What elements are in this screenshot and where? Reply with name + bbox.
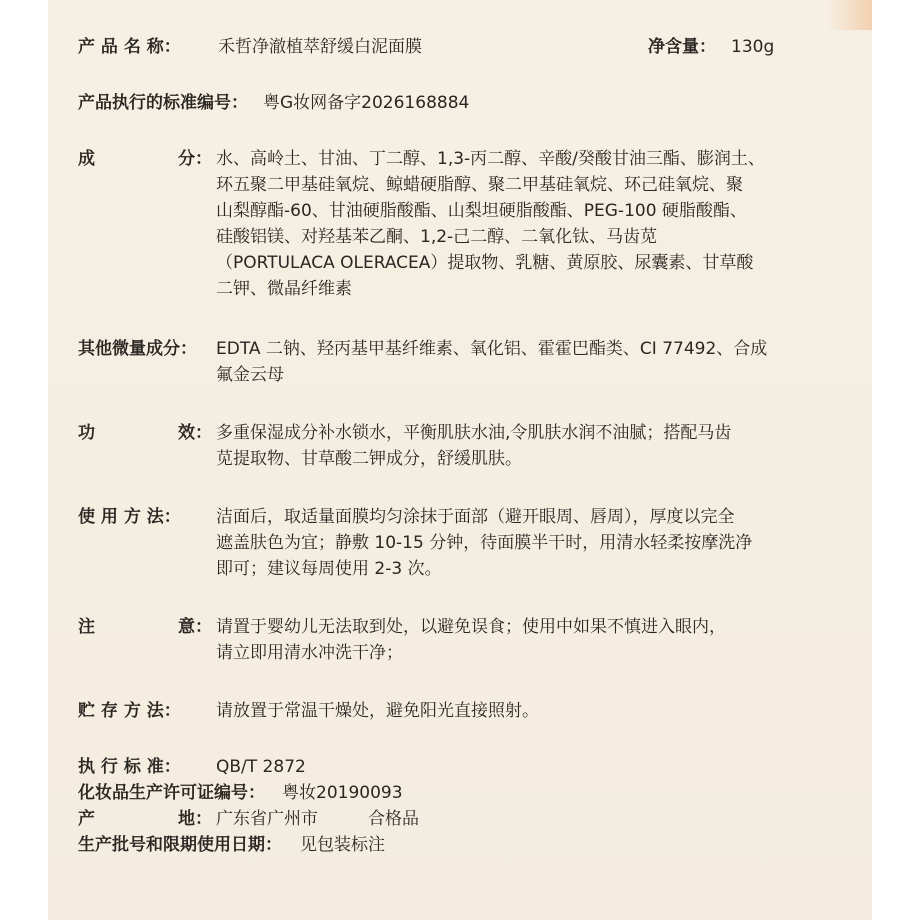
license-row	[78, 780, 854, 806]
ingredients-line: 山梨醇酯-60、甘油硬脂酸酯、山梨坦硬脂酸酯、PEG-100 硬脂酸酯、	[216, 201, 747, 221]
batch-row	[78, 832, 854, 858]
product-name-row	[78, 34, 854, 60]
efficacy-line: 苋提取物、甘草酸二钾成分，舒缓肌肤。	[216, 449, 522, 469]
ingredients-line: 二钾、微晶纤维素	[216, 279, 352, 299]
caution-block	[78, 614, 854, 668]
ingredients-line: 环五聚二甲基硅氧烷、鲸蜡硬脂醇、聚二甲基硅氧烷、环己硅氧烷、聚	[216, 175, 743, 195]
other-ingredients-label: 其他微量成分：	[78, 339, 197, 359]
exec-standard-value: QB/T 2872	[216, 757, 306, 777]
usage-text	[216, 504, 752, 582]
storage-label: 贮 存 方 法：	[78, 701, 181, 721]
caution-label-left: 注	[78, 617, 95, 637]
origin-value: 广东省广州市	[216, 809, 318, 829]
storage-row	[78, 698, 854, 724]
net-content-label: 净含量：	[648, 37, 716, 57]
qualified-mark: 合格品	[368, 809, 419, 829]
efficacy-label-left: 功	[78, 423, 95, 443]
caution-text	[216, 614, 726, 666]
origin-row	[78, 806, 854, 832]
usage-line: 洁面后，取适量面膜均匀涂抹于面部（避开眼周、唇周），厚度以完全	[216, 507, 735, 527]
exec-standard-row	[78, 754, 854, 780]
ingredients-line: 硅酸铝镁、对羟基苯乙酮、1,2-己二醇、二氧化钛、马齿苋	[216, 227, 658, 247]
ingredients-line: （PORTULACA OLERACEA）提取物、乳糖、黄原胶、尿囊素、甘草酸	[216, 253, 754, 273]
caution-line: 请立即用清水冲洗干净；	[216, 643, 403, 663]
batch-label: 生产批号和限期使用日期：	[78, 835, 282, 855]
other-ingredients-line: 氟金云母	[216, 365, 284, 385]
other-ingredients-line: EDTA 二钠、羟丙基甲基纤维素、氧化铝、霍霍巴酯类、CI 77492、合成	[216, 339, 768, 359]
ingredients-line: 水、高岭土、甘油、丁二醇、1,3-丙二醇、辛酸/癸酸甘油三酯、膨润土、	[216, 149, 765, 169]
corner-highlight	[826, 0, 872, 30]
other-ingredients-block	[78, 336, 854, 390]
origin-label-left: 产	[78, 809, 95, 829]
standard-no-row	[78, 90, 854, 116]
license-label: 化妆品生产许可证编号：	[78, 783, 265, 803]
usage-line: 即可；建议每周使用 2-3 次。	[216, 559, 442, 579]
storage-value: 请放置于常温干燥处，避免阳光直接照射。	[216, 701, 539, 721]
license-value: 粤妆20190093	[282, 783, 403, 803]
caution-label-right: 意：	[178, 617, 212, 637]
net-content-value: 130g	[731, 37, 775, 57]
usage-block	[78, 504, 854, 584]
efficacy-text	[216, 420, 731, 472]
efficacy-line: 多重保湿成分补水锁水，平衡肌肤水油,令肌肤水润不油腻；搭配马齿	[216, 423, 732, 443]
standard-no-label: 产品执行的标准编号：	[78, 93, 248, 113]
usage-label: 使 用 方 法：	[78, 507, 181, 527]
efficacy-block	[78, 420, 854, 474]
standard-no-value: 粤G妆网备字2026168884	[263, 93, 470, 113]
ingredients-label-left: 成	[78, 149, 95, 169]
ingredients-text	[216, 146, 765, 302]
caution-line: 请置于婴幼儿无法取到处，以避免误食；使用中如果不慎进入眼内，	[216, 617, 726, 637]
product-name-label: 产 品 名 称：	[78, 37, 181, 57]
usage-line: 遮盖肤色为宜；静敷 10-15 分钟，待面膜半干时，用清水轻柔按摩洗净	[216, 533, 753, 553]
ingredients-block	[78, 146, 854, 306]
product-name-value: 禾哲净澈植萃舒缓白泥面膜	[218, 37, 422, 57]
batch-value: 见包装标注	[300, 835, 385, 855]
exec-standard-label: 执 行 标 准：	[78, 757, 181, 777]
efficacy-label-right: 效：	[178, 423, 212, 443]
ingredients-label-right: 分：	[178, 149, 212, 169]
origin-label-right: 地：	[178, 809, 212, 829]
other-ingredients-text	[216, 336, 767, 388]
